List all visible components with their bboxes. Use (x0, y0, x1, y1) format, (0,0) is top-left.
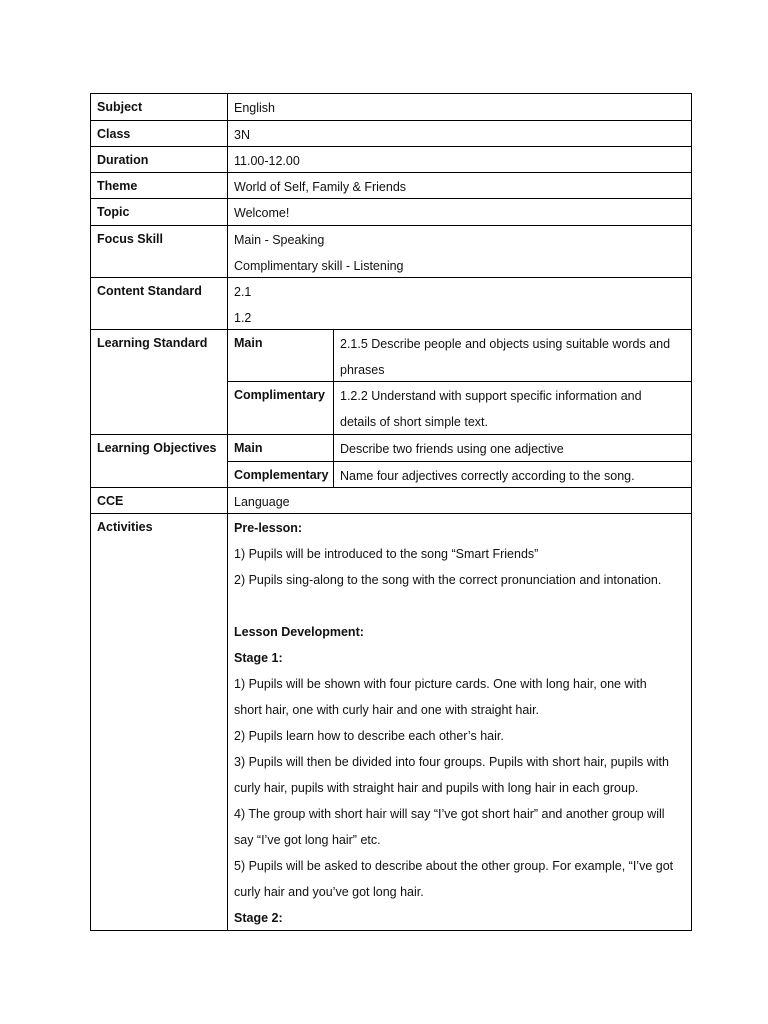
focus-skill-complimentary: Complimentary skill - Listening (234, 259, 404, 273)
lesson-plan-table (90, 93, 692, 931)
learning-standard-comp-row (228, 382, 691, 434)
learning-objectives-label: Learning Objectives (91, 435, 228, 487)
topic-value: Welcome! (234, 206, 290, 220)
row-content-standard (91, 278, 691, 330)
stage-1-step: curly hair, pupils with straight hair and pupils with long hair in each group. (234, 781, 639, 795)
learning-standard-main-text: 2.1.5 Describe people and objects using suitable words and (340, 337, 671, 351)
content-standard-line: 2.1 (234, 285, 252, 299)
learning-objectives-main-label: Main (228, 435, 334, 461)
cce-label: CCE (91, 488, 228, 513)
row-duration (91, 147, 691, 173)
class-value: 3N (234, 128, 250, 142)
content-standard-label: Content Standard (91, 278, 228, 329)
stage-1-step: short hair, one with curly hair and one with straight hair. (234, 703, 540, 717)
learning-objectives-comp-text: Name four adjectives correctly according to the song. (340, 469, 635, 483)
stage-1-step: 1) Pupils will be shown with four picture cards. One with long hair, one with (234, 677, 647, 691)
pre-lesson-heading: Pre-lesson: (234, 521, 303, 535)
learning-objectives-main-row (228, 435, 691, 462)
stage-1-step: 2) Pupils learn how to describe each other’s hair. (234, 729, 504, 743)
learning-objectives-comp-label: Complementary (228, 462, 334, 488)
row-learning-standard (91, 330, 691, 435)
class-label: Class (91, 121, 228, 146)
theme-value: World of Self, Family & Friends (234, 180, 407, 194)
stage-2-heading: Stage 2: (234, 911, 283, 925)
row-theme (91, 173, 691, 199)
learning-objectives-comp-row (228, 462, 691, 488)
stage-1-step: 5) Pupils will be asked to describe about the other group. For example, “I’ve got (234, 859, 674, 873)
focus-skill-label: Focus Skill (91, 226, 228, 277)
content-standard-line: 1.2 (234, 311, 252, 325)
row-focus-skill (91, 226, 691, 278)
row-activities (91, 514, 691, 930)
cce-value: Language (234, 495, 290, 509)
stage-1-step: 3) Pupils will then be divided into four groups. Pupils with short hair, pupils with (234, 755, 669, 769)
topic-label: Topic (91, 199, 228, 225)
pre-lesson-step: 2) Pupils sing-along to the song with the correct pronunciation and intonation. (234, 573, 662, 587)
learning-standard-main-row (228, 330, 691, 382)
learning-standard-label: Learning Standard (91, 330, 228, 434)
row-topic (91, 199, 691, 226)
lesson-development-heading: Lesson Development: (234, 625, 364, 639)
duration-label: Duration (91, 147, 228, 172)
activities-label: Activities (91, 514, 228, 930)
activities-content (228, 514, 691, 930)
row-learning-objectives (91, 435, 691, 488)
stage-1-step: 4) The group with short hair will say “I’ve got short hair” and another group will (234, 807, 665, 821)
row-cce (91, 488, 691, 514)
stage-1-heading: Stage 1: (234, 651, 283, 665)
subject-value: English (234, 101, 275, 115)
learning-standard-comp-text: 1.2.2 Understand with support specific information and (340, 389, 642, 403)
learning-objectives-main-text: Describe two friends using one adjective (340, 442, 564, 456)
focus-skill-main: Main - Speaking (234, 233, 325, 247)
pre-lesson-step: 1) Pupils will be introduced to the song “Smart Friends” (234, 547, 539, 561)
learning-standard-main-text: phrases (340, 363, 385, 377)
row-subject (91, 94, 691, 121)
stage-1-step: say “I’ve got long hair” etc. (234, 833, 381, 847)
theme-label: Theme (91, 173, 228, 198)
duration-value: 11.00-12.00 (234, 154, 300, 168)
stage-1-step: curly hair and you’ve got long hair. (234, 885, 424, 899)
learning-standard-main-label: Main (228, 330, 334, 381)
learning-standard-comp-text: details of short simple text. (340, 415, 488, 429)
row-class (91, 121, 691, 147)
subject-label: Subject (91, 94, 228, 120)
learning-standard-comp-label: Complimentary (228, 382, 334, 434)
